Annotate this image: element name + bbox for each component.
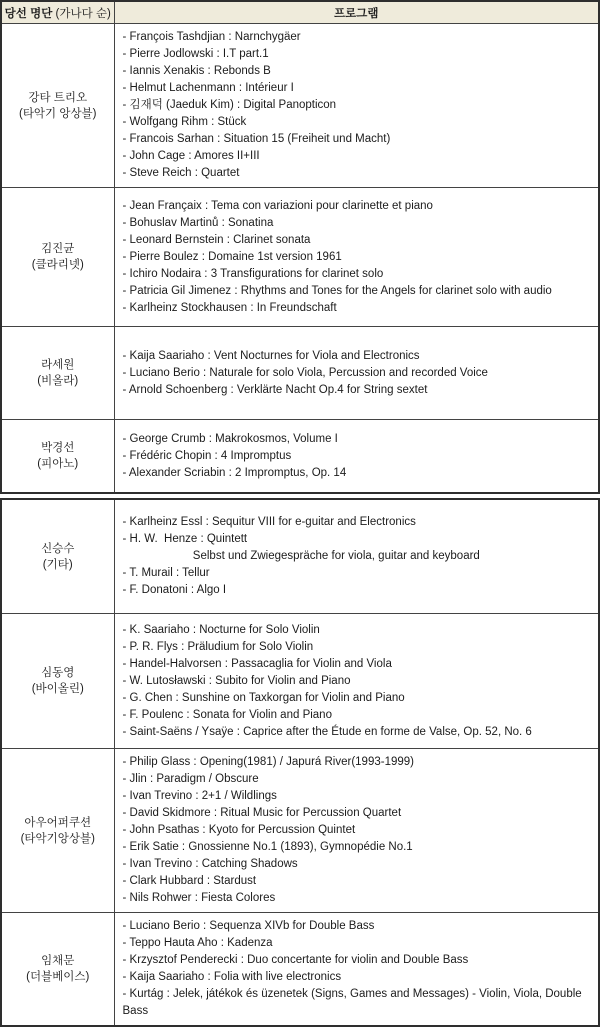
program-line: - Ivan Trevino : Catching Shadows <box>122 858 298 870</box>
program-line: - Bohuslav Martinů : Sonatina <box>122 216 274 229</box>
winner-cell <box>1 327 114 420</box>
program-line: - W. Lutosławski : Subito for Violin and Piano <box>122 674 351 687</box>
program-cell <box>114 614 599 749</box>
program-cell <box>114 24 599 188</box>
table-row <box>1 499 599 614</box>
winner-name: 라세원 <box>41 359 75 371</box>
program-line: - Pierre Boulez : Domaine 1st version 1961 <box>122 250 342 263</box>
program-line: - Krzysztof Penderecki : Duo concertante for violin and Double Bass <box>122 954 469 966</box>
program-line: - Karlheinz Stockhausen : In Freundschaft <box>122 301 337 314</box>
winner-cell <box>1 614 114 749</box>
program-line: - Ivan Trevino : 2+1 / Wildlings <box>122 790 277 802</box>
winners-header-suffix: (가나다 순) <box>55 7 111 20</box>
program-line: - Alexander Scriabin : 2 Impromptus, Op. 14 <box>122 466 347 479</box>
program-line: - Saint-Saëns / Ysaÿe : Caprice after the Étude en forme de Valse, Op. 52, No. 6 <box>122 725 532 738</box>
program-line: - Steve Reich : Quartet <box>122 167 240 179</box>
program-line: - K. Saariaho : Nocturne for Solo Violin <box>122 623 320 636</box>
winner-cell <box>1 499 114 614</box>
program-column-header: 프로그램 <box>114 1 599 24</box>
winner-cell <box>1 188 114 327</box>
program-line: - Luciano Berio : Sequenza XIVb for Double Bass <box>122 920 375 932</box>
table-row <box>1 24 599 188</box>
winner-name: 신승수 <box>41 542 75 555</box>
program-line: - John Cage : Amores II+III <box>122 150 260 162</box>
winner-instrument: (클라리넷) <box>31 259 84 271</box>
program-cell <box>114 913 599 1027</box>
program-line: - Erik Satie : Gnossienne No.1 (1893), Gymnopédie No.1 <box>122 841 413 853</box>
program-line: - Francois Sarhan : Situation 15 (Freiheit und Macht) <box>122 133 391 145</box>
winner-instrument: (기타) <box>42 558 73 571</box>
program-line: - Clark Hubbard : Stardust <box>122 875 257 887</box>
program-line: - G. Chen : Sunshine on Taxkorgan for Violin and Piano <box>122 691 405 704</box>
program-line: - H. W. Henze : Quintett <box>122 533 248 545</box>
program-line: - Helmut Lachenmann : Intérieur I <box>122 82 294 94</box>
winner-cell <box>1 913 114 1027</box>
winners-header-label: 당선 명단 <box>4 7 53 20</box>
winner-name: 임채문 <box>41 955 75 967</box>
program-cell <box>114 749 599 913</box>
program-line: - Kurtág : Jelek, játékok és üzenetek (Signs, Games and Messages) - Violin, Viola, Double Bass <box>122 988 585 1017</box>
program-line: - T. Murail : Tellur <box>122 567 210 579</box>
program-cell <box>114 499 599 614</box>
table-row <box>1 614 599 749</box>
program-line: - Jlin : Paradigm / Obscure <box>122 773 259 785</box>
program-line: - Teppo Hauta Aho : Kadenza <box>122 937 273 949</box>
winner-name: 박경선 <box>41 442 75 454</box>
program-line: - Leonard Bernstein : Clarinet sonata <box>122 233 311 246</box>
winner-name: 아우어퍼쿠션 <box>24 816 92 829</box>
program-line: - Karlheinz Essl : Sequitur VIII for e-guitar and Electronics <box>122 516 416 528</box>
program-cell <box>114 420 599 494</box>
program-line: - Frédéric Chopin : 4 Impromptus <box>122 449 292 462</box>
program-line: - 김재덕 (Jaeduk Kim) : Digital Panopticon <box>122 99 337 111</box>
table-row <box>1 913 599 1027</box>
winner-cell <box>1 24 114 188</box>
winner-cell <box>1 420 114 494</box>
table-header-row <box>1 1 599 24</box>
table-lower <box>0 498 600 1027</box>
program-line: Selbst und Zwiegespräche for viola, guitar and keyboard <box>122 550 480 562</box>
winner-instrument: (타악기앙상블) <box>20 832 95 845</box>
program-line: - Nils Rohwer : Fiesta Colores <box>122 892 276 904</box>
winner-name: 김진균 <box>41 243 75 255</box>
winner-instrument: (바이올린) <box>31 683 84 695</box>
program-line: - Luciano Berio : Naturale for solo Viola, Percussion and recorded Voice <box>122 366 488 379</box>
winner-instrument: (피아노) <box>37 458 79 470</box>
table-row <box>1 420 599 494</box>
winner-name: 심동영 <box>41 667 75 679</box>
table-row <box>1 749 599 913</box>
program-line: - Patricia Gil Jimenez : Rhythms and Tones for the Angels for clarinet solo with audio <box>122 284 552 297</box>
table-row <box>1 188 599 327</box>
program-line: - Kaija Saariaho : Vent Nocturnes for Viola and Electronics <box>122 349 420 362</box>
program-line: - Philip Glass : Opening(1981) / Japurá River(1993-1999) <box>122 756 414 768</box>
winner-instrument: (더블베이스) <box>26 971 90 983</box>
program-line: - Jean Françaix : Tema con variazioni pour clarinette et piano <box>122 199 433 212</box>
program-line: - François Tashdjian : Narnchygäer <box>122 31 301 43</box>
program-cell <box>114 327 599 420</box>
program-line: - Pierre Jodlowski : I.T part.1 <box>122 48 269 60</box>
table-upper <box>0 0 600 494</box>
program-line: - David Skidmore : Ritual Music for Percussion Quartet <box>122 807 402 819</box>
winner-cell <box>1 749 114 913</box>
program-line: - George Crumb : Makrokosmos, Volume I <box>122 432 338 445</box>
program-line: - Handel-Halvorsen : Passacaglia for Violin and Viola <box>122 657 392 670</box>
program-line: - F. Donatoni : Algo I <box>122 584 227 596</box>
program-line: - F. Poulenc : Sonata for Violin and Piano <box>122 708 332 721</box>
winners-column-header <box>1 1 114 24</box>
program-line: - P. R. Flys : Präludium for Solo Violin <box>122 640 314 653</box>
program-line: - Wolfgang Rihm : Stück <box>122 116 247 128</box>
winner-name: 강타 트리오 <box>28 91 88 104</box>
program-cell <box>114 188 599 327</box>
program-line: - Kaija Saariaho : Folia with live electronics <box>122 971 342 983</box>
program-line: - Ichiro Nodaira : 3 Transfigurations for clarinet solo <box>122 267 384 280</box>
program-line: - Arnold Schoenberg : Verklärte Nacht Op.4 for String sextet <box>122 383 428 396</box>
table-row <box>1 327 599 420</box>
winner-instrument: (타악기 앙상블) <box>18 107 97 120</box>
program-line: - John Psathas : Kyoto for Percussion Quintet <box>122 824 356 836</box>
program-line: - Iannis Xenakis : Rebonds B <box>122 65 271 77</box>
winner-instrument: (비올라) <box>37 375 79 387</box>
